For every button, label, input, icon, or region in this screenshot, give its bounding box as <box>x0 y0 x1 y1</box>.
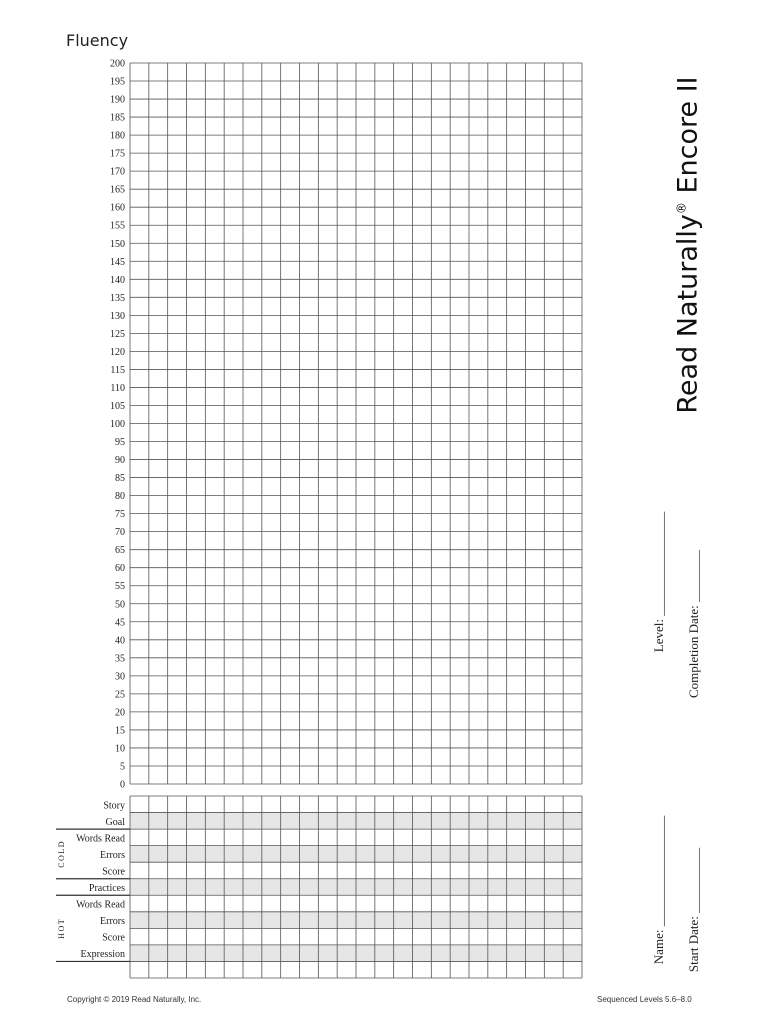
name-field[interactable]: Name: _________________ <box>651 815 666 965</box>
y-tick-label: 65 <box>115 545 125 557</box>
row-label: Score <box>102 866 125 878</box>
y-tick-label: 0 <box>120 779 125 791</box>
row-label: Words Read <box>76 833 125 845</box>
y-tick-label: 135 <box>110 292 125 304</box>
y-tick-label: 100 <box>110 419 125 430</box>
brand-product: Encore II <box>672 76 704 203</box>
y-tick-label: 95 <box>115 437 125 449</box>
y-tick-label: 165 <box>110 184 125 196</box>
y-tick-label: 110 <box>110 382 125 394</box>
y-tick-label: 20 <box>115 707 125 719</box>
y-tick-label: 15 <box>115 725 125 737</box>
y-tick-label: 120 <box>110 346 125 358</box>
completion-date-field[interactable]: Completion Date: ________ <box>686 549 701 699</box>
y-tick-label: 50 <box>115 599 125 611</box>
row-label: Practices <box>88 883 125 894</box>
row-label: Errors <box>100 849 125 861</box>
row-label: Score <box>102 932 125 944</box>
row-label: Goal <box>105 816 125 828</box>
y-tick-label: 155 <box>110 220 125 232</box>
y-tick-label: 130 <box>110 310 125 322</box>
copyright: Copyright © 2019 Read Naturally, Inc. <box>67 995 202 1004</box>
brand-name: Read Naturally <box>672 214 704 414</box>
level-field[interactable]: Level: ________________ <box>651 511 666 653</box>
y-tick-label: 35 <box>115 653 125 665</box>
chart-title: Fluency <box>66 31 129 50</box>
y-tick-label: 5 <box>120 761 125 773</box>
group-label: HOT <box>57 917 66 939</box>
brand-logo <box>673 76 704 413</box>
y-tick-label: 170 <box>110 166 125 178</box>
row-label: Story <box>103 800 125 812</box>
y-tick-label: 145 <box>110 256 125 268</box>
y-tick-label: 125 <box>110 328 125 340</box>
y-tick-label: 60 <box>115 563 125 575</box>
y-tick-label: 70 <box>115 527 125 539</box>
row-label: Expression <box>80 949 125 961</box>
y-tick-label: 45 <box>115 617 125 629</box>
y-tick-label: 180 <box>110 130 125 142</box>
y-tick-label: 25 <box>115 689 125 701</box>
y-tick-label: 185 <box>110 112 125 124</box>
row-label: Errors <box>100 916 125 928</box>
registered-mark: ® <box>674 202 689 215</box>
start-date-field[interactable]: Start Date: __________ <box>686 847 701 973</box>
y-tick-label: 115 <box>110 364 125 376</box>
y-tick-label: 160 <box>110 202 125 214</box>
y-tick-label: 105 <box>110 400 125 412</box>
y-tick-label: 175 <box>110 148 125 160</box>
y-tick-label: 200 <box>110 58 125 70</box>
y-tick-label: 75 <box>115 509 125 521</box>
y-tick-label: 55 <box>115 581 125 593</box>
y-tick-label: 40 <box>115 635 125 647</box>
y-tick-label: 150 <box>110 238 125 250</box>
y-tick-label: 80 <box>115 491 125 503</box>
y-tick-label: 140 <box>110 274 125 286</box>
row-label: Words Read <box>76 899 125 911</box>
group-label: COLD <box>57 840 66 868</box>
y-tick-label: 90 <box>115 455 125 467</box>
y-tick-label: 195 <box>110 76 125 88</box>
levels-label: Sequenced Levels 5.6–8.0 <box>597 995 692 1004</box>
y-tick-label: 190 <box>110 94 125 106</box>
y-tick-label: 30 <box>115 671 125 683</box>
y-tick-label: 85 <box>115 473 125 485</box>
y-tick-label: 10 <box>115 743 125 755</box>
